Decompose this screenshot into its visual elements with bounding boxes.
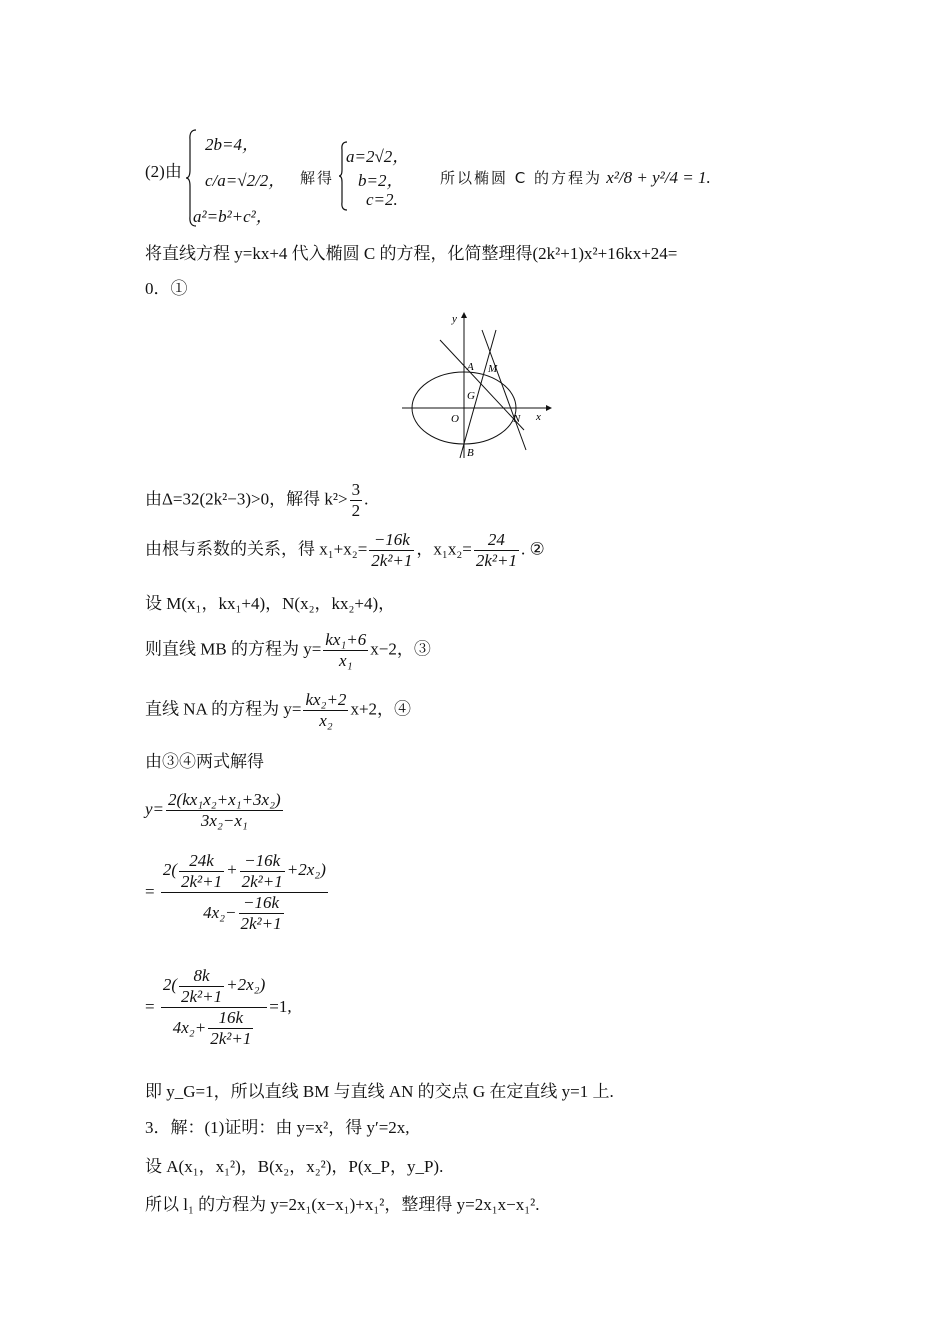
vieta-prod-num: 24: [474, 530, 519, 551]
step3-den-frac-num: 16k: [208, 1008, 253, 1029]
line-mn: [482, 330, 526, 450]
y-den: 3x₂−x₁: [200, 811, 248, 830]
na-text: 直线 NA 的方程为 y=: [145, 699, 302, 719]
step3-den-lead: 4x₂+: [172, 1017, 207, 1037]
part3-line-2: 设 A(x₁，x₁²)，B(x₂，x₂²)，P(x_P，y_P).: [145, 1157, 444, 1176]
label-m: M: [488, 363, 498, 375]
delta-line: [145, 480, 368, 521]
step2-denominator: [161, 893, 328, 935]
y-expression: [145, 790, 285, 831]
label-b: B: [467, 447, 474, 459]
label-g: G: [467, 390, 475, 402]
system2-eq2: b=2，: [358, 171, 404, 190]
step2-frac-a-den: 2k²+1: [181, 871, 223, 891]
na-num: kx₂+2: [305, 690, 347, 709]
system2-eq1: a=2√2，: [346, 147, 410, 166]
y-fraction: [166, 790, 283, 831]
ellipse-figure: [400, 310, 560, 460]
step2-frac-b-num: −16k: [240, 851, 285, 872]
step2-den-frac-den: 2k²+1: [240, 914, 282, 934]
label-n: N: [513, 413, 521, 425]
label-o: O: [451, 413, 459, 425]
step2-frac-b: [240, 851, 285, 892]
part2-label: (2)由: [145, 162, 182, 181]
step3: [145, 965, 292, 1049]
vieta-sum-den: 2k²+1: [371, 551, 413, 570]
system2: [338, 140, 428, 212]
label-a: A: [467, 361, 474, 373]
vieta-prod-fraction: [474, 530, 519, 571]
y-axis-arrow-icon: [461, 312, 467, 318]
y-prefix: y=: [145, 799, 165, 819]
set-points-line: 设 M(x₁，kx₁+4)，N(x₂，kx₂+4)，: [145, 594, 396, 613]
step3-denominator: [161, 1008, 267, 1050]
mb-den: x₁: [339, 651, 353, 670]
step2-frac-b-den: 2k²+1: [241, 871, 283, 891]
system2-eq3: c=2.: [366, 190, 398, 209]
vieta-end: . ②: [520, 539, 545, 559]
delta-num: 3: [351, 480, 361, 499]
part2-row: [145, 160, 182, 184]
delta-text: 由Δ=32(2k²−3)>0，解得 k²>: [145, 489, 348, 509]
part3-line-3: 所以 l₁ 的方程为 y=2x₁(x−x₁)+x₁²，整理得 y=2x₁x−x₁².: [145, 1195, 540, 1214]
label-x: x: [536, 411, 541, 423]
label-y: y: [452, 313, 457, 325]
y-num: 2(kx₁x₂+x₁+3x₂): [168, 790, 281, 809]
step2-den-lead: 4x₂−: [203, 902, 237, 922]
system1-eq3: a²=b²+c²，: [193, 207, 273, 226]
step2-fraction: [161, 850, 328, 934]
vieta-text: 由根与系数的关系，得 x₁+x₂=: [145, 539, 368, 559]
mb-num: kx₁+6: [325, 630, 367, 649]
mb-fraction: [323, 630, 368, 671]
mb-end: x−2，③: [370, 639, 431, 659]
na-line: [145, 690, 411, 731]
vieta-sum-num: −16k: [369, 530, 414, 551]
delta-end: .: [364, 489, 369, 509]
vieta-line: [145, 530, 545, 571]
step3-num-frac-num: 8k: [179, 966, 224, 987]
system1: [185, 128, 286, 228]
step3-den-frac-den: 2k²+1: [210, 1029, 252, 1049]
mb-text: 则直线 MB 的方程为 y=: [145, 639, 322, 659]
step2: [145, 850, 330, 934]
step2-numerator: 2( $\frac{24k}{\text{2k²+1}}$ + $\frac{-16k}{\text{2k²+1}}$ +2x₂): [162, 850, 326, 891]
x-axis-arrow-icon: [546, 405, 552, 411]
step3-numerator: 2( $\frac{8k}{\text{2k²+1}}$ +2x₂): [162, 965, 266, 1006]
ellipse-conclusion: [440, 166, 711, 190]
step2-den-frac: [239, 893, 284, 934]
vieta-sum-fraction: [369, 530, 414, 571]
na-den: x₂: [319, 711, 333, 730]
step2-prefix: =: [145, 882, 155, 902]
part3-line-1: 3．解：(1)证明：由 y=x²，得 y′=2x,: [145, 1118, 410, 1137]
step2-frac-a: [179, 851, 224, 892]
na-fraction: [303, 690, 348, 731]
step3-num-frac-den: 2k²+1: [181, 986, 223, 1006]
substitute-line-2: 0．①: [145, 279, 188, 298]
conclusion-text: 所以椭圆 C 的方程为: [440, 169, 603, 187]
step3-num-frac: [179, 966, 224, 1007]
ellipse-equation: x²/8 + y²/4 = 1.: [606, 168, 711, 187]
step3-end: =1,: [269, 997, 292, 1017]
na-end: x+2，④: [350, 699, 412, 719]
solve-word: 解得: [300, 169, 335, 187]
delta-fraction: [350, 480, 363, 521]
system1-eq2: c/a=√2/2，: [205, 171, 286, 190]
vieta-prod-den: 2k²+1: [475, 551, 517, 570]
step3-prefix: =: [145, 997, 155, 1017]
step2-den-frac-num: −16k: [239, 893, 284, 914]
step2-plus: +2x₂: [286, 860, 321, 879]
solve-both-line: 由③④两式解得: [145, 752, 264, 771]
step3-den-frac: [208, 1008, 253, 1049]
system1-eq1: 2b=4，: [205, 135, 259, 154]
conclusion-g: 即 y_G=1，所以直线 BM 与直线 AN 的交点 G 在定直线 y=1 上.: [145, 1082, 614, 1101]
step3-fraction: [161, 965, 267, 1049]
vieta-mid: ，x₁x₂=: [416, 539, 472, 559]
delta-den: 2: [351, 501, 361, 520]
substitute-line-1: 将直线方程 y=kx+4 代入椭圆 C 的方程，化简整理得(2k²+1)x²+16kx+24=: [145, 244, 678, 263]
step3-num-plus: +2x₂: [226, 975, 260, 994]
step2-frac-a-num: 24k: [179, 851, 224, 872]
mb-line: [145, 630, 431, 671]
